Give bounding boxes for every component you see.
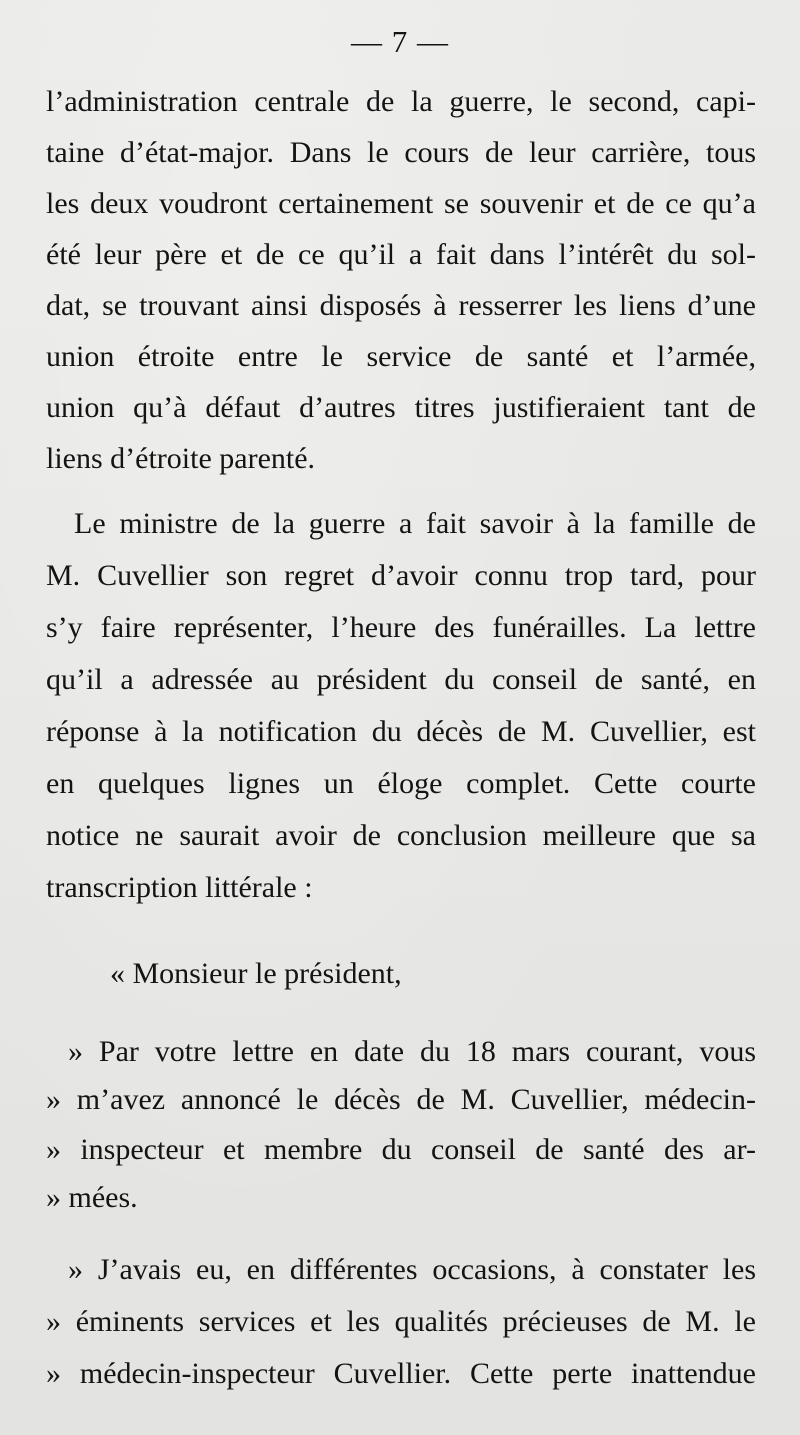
page-number: — 7 — xyxy=(351,24,449,59)
letter-greeting: « Monsieur le président, xyxy=(110,957,402,990)
quoted-line: » mées. xyxy=(46,1181,138,1214)
text-line: liens d’étroite parenté. xyxy=(46,442,316,475)
quoted-line: » m’avez annoncé le décès de M. Cuvellier, médecin- xyxy=(46,1083,756,1116)
text-line: union étroite entre le service de santé et l’armée, xyxy=(46,340,756,373)
text-line: union qu’à défaut d’autres titres justifieraient tant de xyxy=(46,391,756,424)
text-line: notice ne saurait avoir de conclusion meilleure que sa xyxy=(46,819,756,852)
text-line: dat, se trouvant ainsi disposés à resserrer les liens d’une xyxy=(46,289,756,322)
quoted-line: » médecin-inspecteur Cuvellier. Cette perte inattendue xyxy=(46,1357,756,1390)
quoted-line: » J’avais eu, en différentes occasions, à constater les xyxy=(68,1253,756,1286)
text-line: taine d’état-major. Dans le cours de leur carrière, tous xyxy=(46,136,756,169)
text-line: en quelques lignes un éloge complet. Cette courte xyxy=(46,767,756,800)
text-line: été leur père et de ce qu’il a fait dans l’intérêt du sol- xyxy=(46,238,756,271)
text-line: les deux voudront certainement se souvenir et de ce qu’a xyxy=(46,187,756,220)
text-line: réponse à la notification du décès de M. Cuvellier, est xyxy=(46,715,756,748)
quoted-line: » éminents services et les qualités précieuses de M. le xyxy=(46,1305,756,1338)
text-line: l’administration centrale de la guerre, le second, capi- xyxy=(46,85,756,118)
text-line: M. Cuvellier son regret d’avoir connu trop tard, pour xyxy=(46,559,756,592)
quoted-line: » Par votre lettre en date du 18 mars courant, vous xyxy=(68,1035,756,1068)
quoted-line: » inspecteur et membre du conseil de santé des ar- xyxy=(46,1133,756,1166)
text-line: transcription littérale : xyxy=(46,871,313,904)
text-line: s’y faire représenter, l’heure des funérailles. La lettre xyxy=(46,611,756,644)
text-line: qu’il a adressée au président du conseil de santé, en xyxy=(46,663,756,696)
text-line: Le ministre de la guerre a fait savoir à la famille de xyxy=(74,507,756,540)
